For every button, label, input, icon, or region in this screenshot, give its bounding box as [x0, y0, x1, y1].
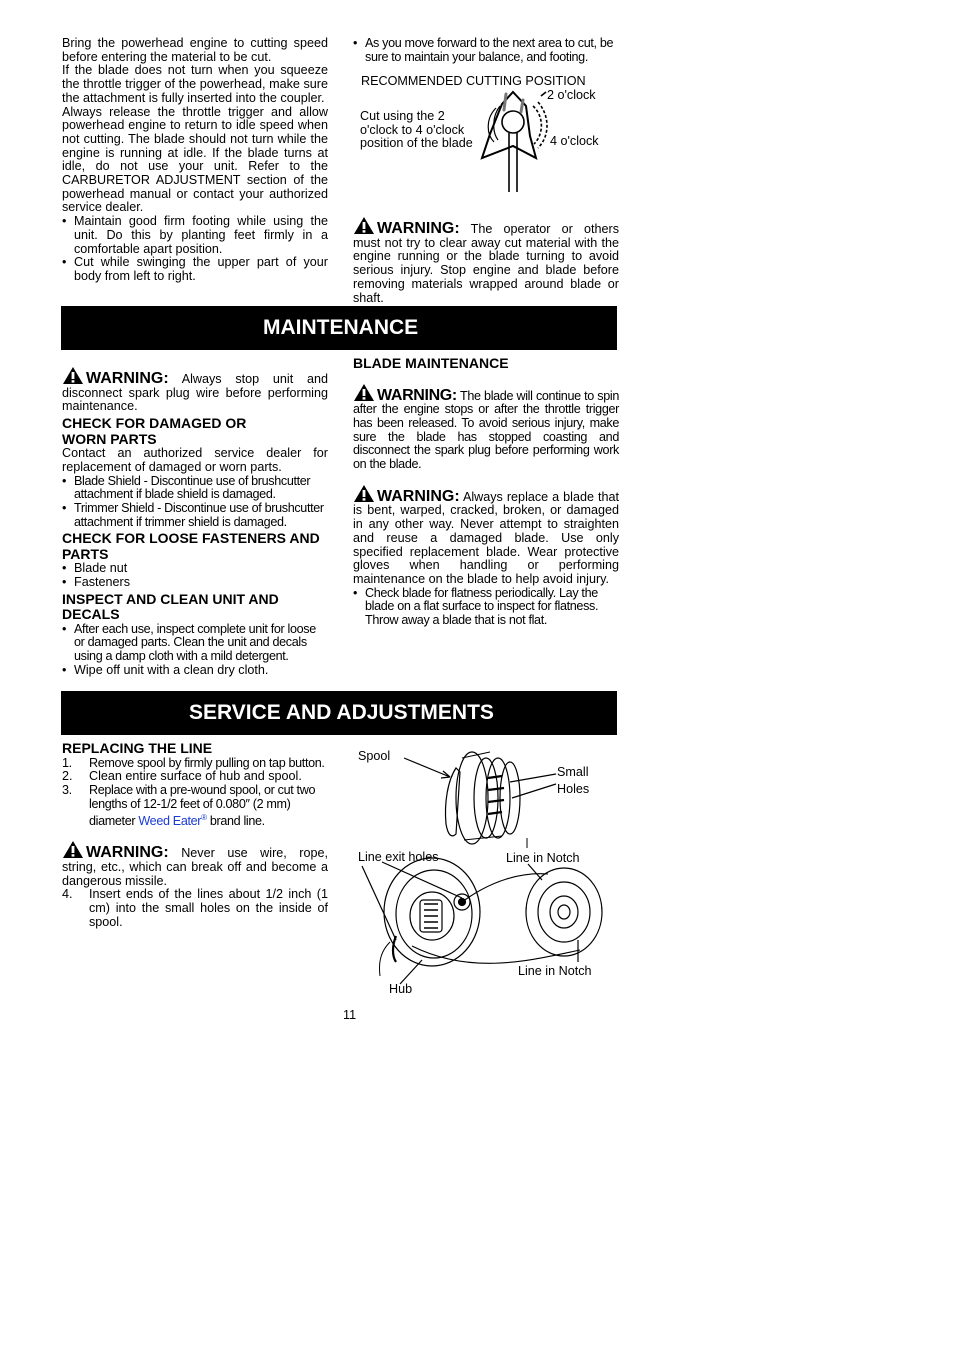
blade-flatness-bullet: • Check blade for flatness periodically. Lay the blade on a flat surface to inspect for flatness. Throw away a blade that is not flat. — [353, 587, 619, 628]
label-line-exit-holes: Line exit holes — [358, 850, 439, 864]
warning-label: WARNING: — [377, 487, 460, 505]
step-text: Remove spool by firmly pulling on tap button. — [89, 755, 325, 770]
step-3 — [62, 784, 328, 829]
heading-damaged-parts: CHECK FOR DAMAGED OR WORN PARTS — [62, 415, 247, 447]
intro-left-column — [62, 37, 328, 284]
balance-bullet: • As you move forward to the next area to cut, be sure to maintain your balance, and footing. — [353, 37, 619, 64]
cutting-position-caption: Cut using the 2 o'clock to 4 o'clock position of the blade — [360, 109, 473, 151]
intro-paragraph-1: Bring the powerhead engine to cutting speed before entering the material to be cut. — [62, 36, 328, 64]
blade-coasting-warning — [353, 383, 619, 472]
heading-replacing-line: REPLACING THE LINE — [62, 740, 213, 756]
registered-mark: ® — [201, 813, 207, 823]
replace-blade-warning — [353, 484, 619, 587]
blade-shield-bullet: • Blade Shield - Discontinue use of brushcutter attachment if blade shield is damaged. — [62, 475, 328, 502]
inspect-bullet: • After each use, inspect complete unit for loose or damaged parts. Clean the unit and decals using a damp cloth with a mild detergent. — [62, 623, 328, 664]
heading-inspect-clean: INSPECT AND CLEAN UNIT AND DECALS — [62, 590, 279, 623]
warning-triangle-icon — [353, 383, 375, 402]
label-small: Small — [557, 765, 589, 779]
warning-triangle-icon — [353, 216, 375, 235]
fasteners-bullet: • Fasteners — [62, 576, 328, 590]
label-line-in-notch-bottom: Line in Notch — [518, 964, 592, 978]
line-warning-text: Never use wire, rope, string, etc., which can break off and become a dangerous missile. — [62, 846, 328, 888]
label-holes: Holes — [557, 782, 590, 796]
step-number: 2. — [62, 769, 73, 784]
maintenance-left-column — [62, 366, 328, 678]
step-2 — [62, 770, 328, 784]
service-title: SERVICE AND ADJUSTMENTS — [189, 701, 494, 724]
wipe-bullet: • Wipe off unit with a clean dry cloth. — [62, 664, 328, 678]
operator-warning — [353, 216, 619, 305]
cutting-position-title: RECOMMENDED CUTTING POSITION — [361, 74, 586, 88]
operator-warning-text: The operator or others must not try to clear away cut material with the engine running or the blade turning to avoid serious injury. Stop engine and blade before removing materials wrapped around blade or shaft. — [353, 222, 619, 305]
step-number: 4. — [62, 887, 73, 902]
step-number: 3. — [62, 782, 72, 797]
damaged-parts-text: Contact an authorized service dealer for replacement of damaged or worn parts. — [62, 446, 328, 474]
trimmer-shield-bullet: • Trimmer Shield - Discontinue use of brushcutter attachment if trimmer shield is damaged. — [62, 502, 328, 529]
warning-label: WARNING: — [377, 386, 457, 404]
line-replacement-diagram — [352, 740, 622, 1002]
step-text: brand line. — [206, 814, 265, 829]
label-4-oclock: 4 o'clock — [550, 134, 599, 148]
warning-triangle-icon — [62, 840, 84, 859]
warning-triangle-icon — [353, 484, 375, 503]
step-number: 1. — [62, 755, 72, 770]
line-warning — [62, 840, 328, 888]
label-spool: Spool — [358, 749, 391, 763]
step-text: Insert ends of the lines about 1/2 inch (1 cm) into the small holes on the inside of spool. — [89, 887, 328, 929]
page-number: 11 — [343, 1008, 357, 1022]
label-2-oclock: 2 o'clock — [547, 88, 596, 102]
heading-loose-fasteners: CHECK FOR LOOSE FASTENERS AND PARTS — [62, 530, 320, 562]
service-left-column — [62, 741, 328, 929]
blade-nut-bullet: • Blade nut — [62, 562, 328, 576]
step-text: Clean entire surface of hub and spool. — [89, 769, 302, 784]
cutting-position-diagram — [478, 86, 554, 194]
blade-coasting-warning-text: The blade will continue to spin after the engine stops or after the throttle trigger has been released. To avoid serious injury, make sure the blade has stopped coasting and disconnect the spark plug before performing work on the blade. — [353, 388, 620, 472]
maintenance-banner — [61, 306, 617, 350]
label-hub: Hub — [389, 982, 413, 996]
intro-paragraph-2: If the blade does not turn when you squeeze the throttle trigger of the powerhead, make sure the attachment is fully inserted into the coupler. — [62, 63, 328, 105]
maintenance-right-column — [353, 356, 619, 628]
swing-bullet: • Cut while swinging the upper part of your body from left to right. — [62, 256, 328, 283]
replace-blade-warning-text: Always replace a blade that is bent, warped, cracked, broken, or damaged in any other way. Never attempt to straighten and reuse a damaged blade. Use only specified replacement blade. Wear protective gloves when handling or performing maintenance on the blade to help avoid injury. — [353, 489, 619, 586]
intro-paragraph-3: Always release the throttle trigger and allow powerhead engine to return to idle speed when not cutting. The blade should not turn while the engine is running at idle. If the blade turns at idle, do not use your unit. Refer to the CARBURETOR ADJUSTMENT section of the powerhead manual or contact your authorized service dealer. — [62, 104, 328, 215]
step-text: Replace with a pre-wound spool, or cut two lengths of 12-1/2 feet of 0.080″ (2 mm) diameter — [89, 782, 316, 829]
label-line-in-notch-top: Line in Notch — [506, 851, 580, 865]
warning-label: WARNING: — [377, 220, 460, 237]
maintenance-title: MAINTENANCE — [263, 316, 419, 339]
warning-label: WARNING: — [86, 370, 169, 387]
footing-bullet: • Maintain good firm footing while using the unit. Do this by planting feet firmly in a comfortable apart position. — [62, 215, 328, 256]
weed-eater-brand: Weed Eater — [138, 814, 202, 829]
maintenance-warning — [62, 366, 328, 414]
intro-right-column — [353, 37, 619, 64]
maintenance-warning-text: Always stop unit and disconnect spark plug wire before performing maintenance. — [62, 372, 328, 414]
step-1 — [62, 757, 328, 771]
step-4 — [62, 888, 328, 929]
warning-label: WARNING: — [86, 844, 169, 862]
warning-triangle-icon — [62, 366, 84, 385]
heading-blade-maintenance: BLADE MAINTENANCE — [353, 355, 509, 371]
service-banner — [61, 691, 617, 735]
